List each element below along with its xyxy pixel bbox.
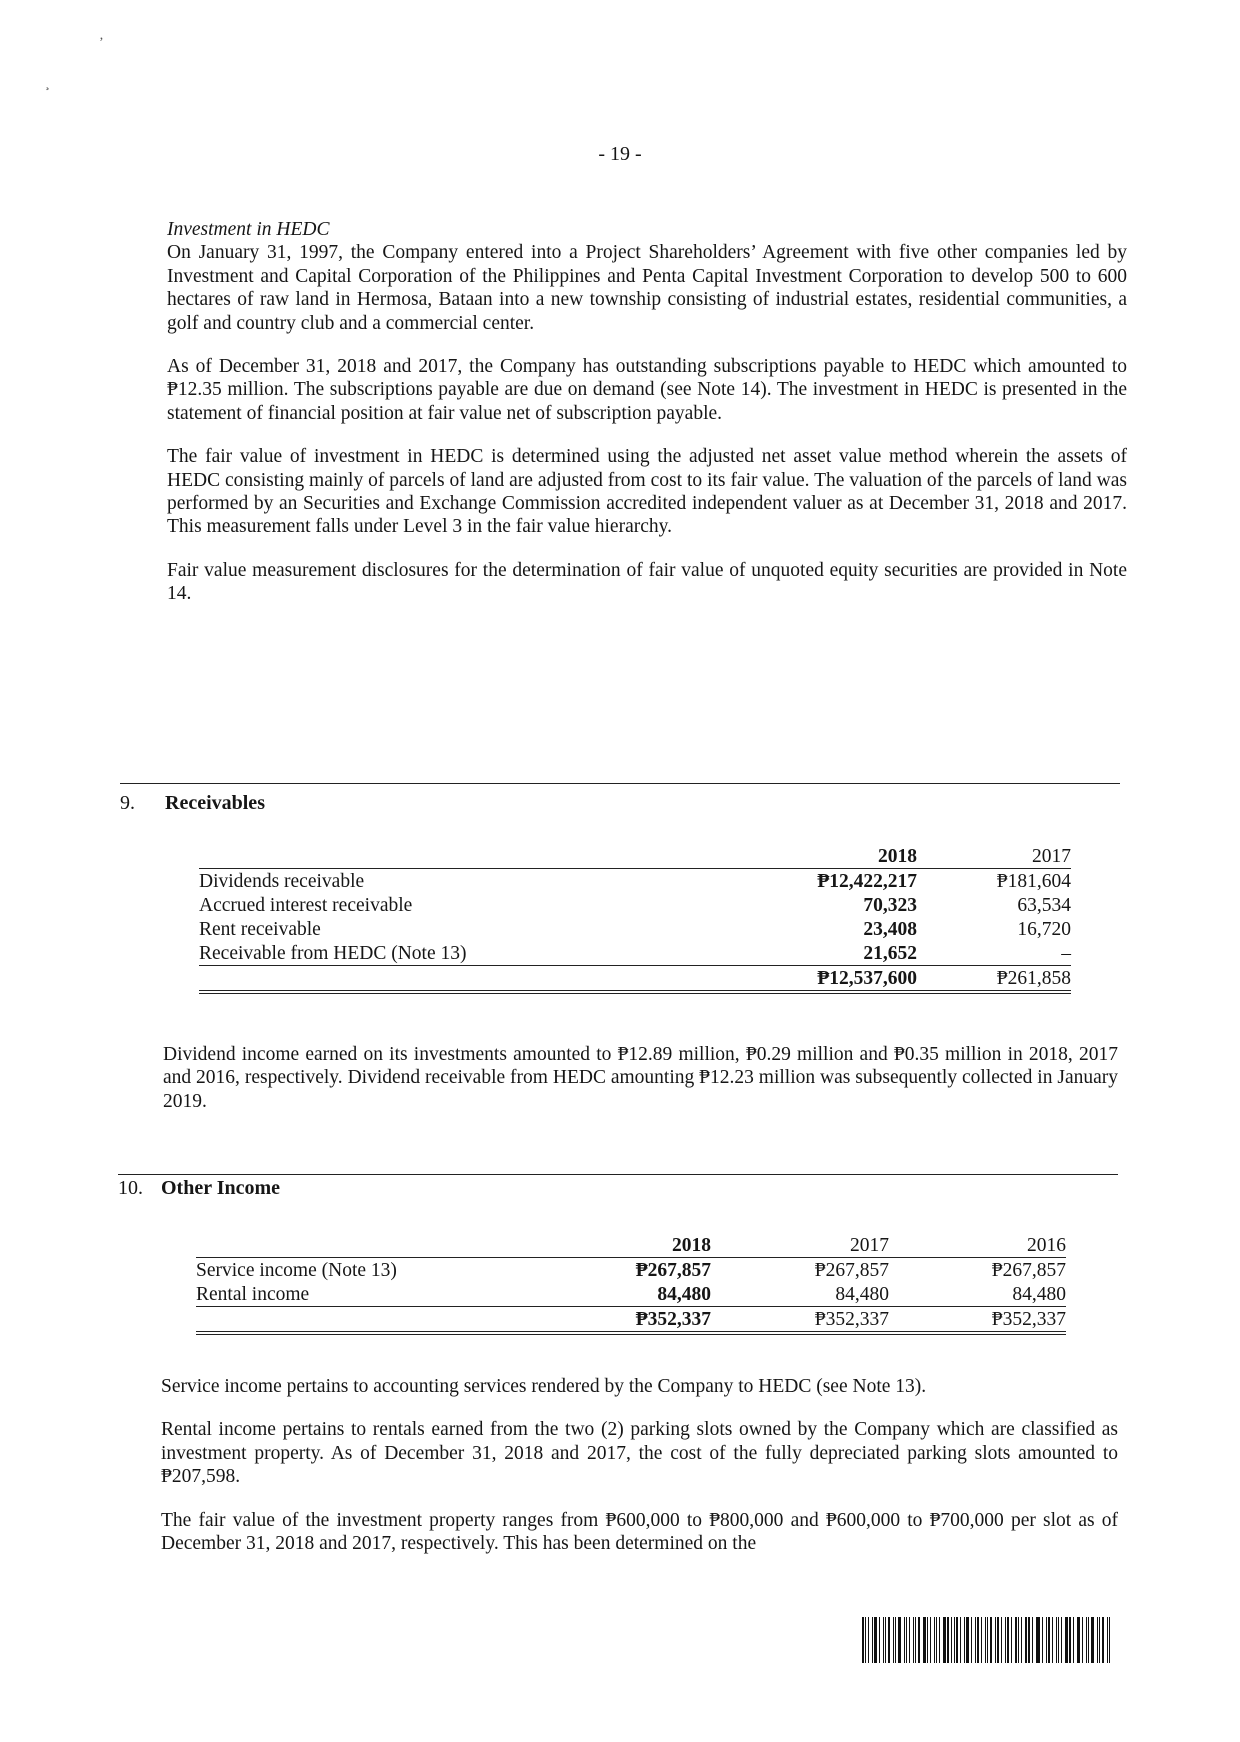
barcode-bar bbox=[951, 1617, 952, 1663]
column-header: 2017 bbox=[917, 844, 1071, 869]
barcode-bar bbox=[865, 1617, 866, 1663]
table-row bbox=[199, 941, 1071, 966]
receivables-paragraph: Dividend income earned on its investments amounted to ₱12.89 million, ₱0.29 million and ₱0.35 million in 2018, 2017 and 2016, respectively. Dividend receivable from HEDC amounting ₱12.23 million was subsequently collected in January 2019. bbox=[163, 1044, 1118, 1112]
barcode-bar bbox=[975, 1617, 977, 1663]
barcode-bar bbox=[1028, 1617, 1030, 1663]
cell-value: 84,480 bbox=[1012, 1283, 1066, 1305]
table-header-row bbox=[199, 844, 1071, 869]
cell-value: 84,480 bbox=[657, 1283, 711, 1305]
barcode-bar bbox=[862, 1617, 864, 1663]
barcode-bar bbox=[909, 1617, 911, 1663]
cell-value: 23,408 bbox=[863, 918, 917, 940]
table-header-row bbox=[196, 1233, 1066, 1258]
barcode-bar bbox=[990, 1617, 993, 1663]
barcode-bar bbox=[1091, 1617, 1094, 1663]
barcode-bar bbox=[918, 1617, 920, 1663]
barcode-bar bbox=[981, 1617, 982, 1663]
cell-value: ₱267,857 bbox=[814, 1259, 889, 1281]
barcode-bar bbox=[1082, 1617, 1083, 1663]
barcode-bar bbox=[1011, 1617, 1012, 1663]
receivables-table bbox=[199, 844, 1071, 994]
other-income-paragraph: Rental income pertains to rentals earned from the two (2) parking slots owned by the Company which are classified as investment property. As of December 31, 2018 and 2017, the cost of the fully depreciated parking slots amounted to ₱207,598. bbox=[161, 1419, 1118, 1488]
barcode-bar bbox=[888, 1617, 890, 1663]
cell-value: ₱267,857 bbox=[991, 1259, 1066, 1281]
total-value: ₱352,337 bbox=[711, 1307, 889, 1334]
barcode-bar bbox=[977, 1617, 979, 1663]
barcode-bar bbox=[1088, 1617, 1089, 1663]
barcode-bar bbox=[1015, 1617, 1018, 1663]
section-title: Receivables bbox=[165, 792, 265, 814]
barcode-bar bbox=[956, 1617, 958, 1663]
section-title: Other Income bbox=[161, 1177, 281, 1199]
section-divider bbox=[120, 783, 1120, 784]
barcode-bar bbox=[1102, 1617, 1104, 1663]
barcode-bar bbox=[930, 1617, 932, 1663]
table-row bbox=[199, 917, 1071, 941]
barcode-bar bbox=[954, 1617, 955, 1663]
barcode-bar bbox=[883, 1617, 884, 1663]
barcode-bar bbox=[987, 1617, 988, 1663]
barcode-bar bbox=[895, 1617, 896, 1663]
total-value: ₱12,537,600 bbox=[729, 966, 917, 993]
hedc-paragraph: The fair value of investment in HEDC is determined using the adjusted net asset value method wherein the assets of HEDC consisting mainly of parcels of land are adjusted from cost to its fair value. The valuation of the parcels of land was performed by an Securities and Exchange Commission accredited independent valuer as at December 31, 2018 and 2017. This measurement falls under Level 3 in the fair value hierarchy. bbox=[167, 446, 1127, 538]
barcode-bar bbox=[966, 1617, 969, 1663]
barcode-bar bbox=[923, 1617, 926, 1663]
other-income-notes bbox=[161, 1375, 1118, 1555]
section-number: 10. bbox=[118, 1177, 143, 1199]
cell-value: 21,652 bbox=[863, 942, 917, 964]
page-number: - 19 - bbox=[598, 143, 642, 165]
barcode-bar bbox=[1021, 1617, 1022, 1663]
barcode-bar bbox=[906, 1617, 907, 1663]
row-label: Accrued interest receivable bbox=[199, 894, 413, 916]
other-income-table bbox=[196, 1233, 1066, 1335]
barcode-bar bbox=[898, 1617, 901, 1663]
total-value: ₱352,337 bbox=[889, 1307, 1066, 1334]
barcode-bar bbox=[939, 1617, 940, 1663]
receivables-heading bbox=[120, 791, 265, 815]
row-label: Dividends receivable bbox=[199, 870, 365, 892]
hedc-subheading: Investment in HEDC bbox=[167, 219, 330, 240]
barcode-bar bbox=[1001, 1617, 1002, 1663]
table-total-row bbox=[196, 1307, 1066, 1334]
cell-value: 70,323 bbox=[863, 894, 917, 916]
barcode-bar bbox=[904, 1617, 905, 1663]
barcode-bar bbox=[971, 1617, 972, 1663]
other-income-paragraph: Service income pertains to accounting services rendered by the Company to HEDC (see Note 13). bbox=[161, 1376, 927, 1397]
barcode-bar bbox=[1109, 1617, 1110, 1663]
barcode-bar bbox=[943, 1617, 946, 1663]
barcode-bar bbox=[1046, 1617, 1047, 1663]
barcode-bar bbox=[915, 1617, 916, 1663]
row-label: Rental income bbox=[196, 1283, 310, 1305]
column-header: 2016 bbox=[889, 1233, 1066, 1258]
barcode-bar bbox=[1056, 1617, 1058, 1663]
barcode-bar bbox=[1037, 1617, 1040, 1663]
column-header: 2017 bbox=[711, 1233, 889, 1258]
barcode-bar bbox=[1025, 1617, 1027, 1663]
cell-value: 16,720 bbox=[1017, 918, 1071, 940]
barcode-bar bbox=[1086, 1617, 1087, 1663]
barcode-bar bbox=[960, 1617, 961, 1663]
barcode-bar bbox=[1032, 1617, 1033, 1663]
barcode-bar bbox=[879, 1617, 880, 1663]
barcode-bar bbox=[885, 1617, 886, 1663]
barcode-bar bbox=[872, 1617, 874, 1663]
barcode-bar bbox=[868, 1617, 869, 1663]
barcode-bar bbox=[1099, 1617, 1100, 1663]
table-row bbox=[199, 893, 1071, 917]
barcode bbox=[862, 1617, 1112, 1663]
other-income-heading bbox=[118, 1176, 280, 1200]
barcode-bar bbox=[913, 1617, 914, 1663]
barcode-bar bbox=[934, 1617, 935, 1663]
barcode-bar bbox=[947, 1617, 949, 1663]
hedc-section bbox=[167, 218, 1127, 605]
barcode-bar bbox=[893, 1617, 895, 1663]
barcode-bar bbox=[997, 1617, 999, 1663]
barcode-bar bbox=[1007, 1617, 1009, 1663]
barcode-bar bbox=[1061, 1617, 1062, 1663]
barcode-bar bbox=[1065, 1617, 1068, 1663]
barcode-bar bbox=[1073, 1617, 1074, 1663]
barcode-bar bbox=[964, 1617, 965, 1663]
row-label: Rent receivable bbox=[199, 918, 321, 940]
table-total-row bbox=[199, 966, 1071, 993]
barcode-bar bbox=[1107, 1617, 1108, 1663]
table-row bbox=[196, 1282, 1066, 1307]
column-header: 2018 bbox=[526, 1233, 711, 1258]
barcode-bar bbox=[1069, 1617, 1071, 1663]
row-label: Receivable from HEDC (Note 13) bbox=[199, 942, 467, 964]
barcode-bar bbox=[995, 1617, 996, 1663]
barcode-bar bbox=[1048, 1617, 1050, 1663]
barcode-bar bbox=[1042, 1617, 1043, 1663]
barcode-bar bbox=[1097, 1617, 1099, 1663]
scan-mark: ‚ bbox=[99, 28, 104, 43]
cell-value: – bbox=[1061, 942, 1071, 964]
cell-value: ₱267,857 bbox=[635, 1259, 711, 1281]
cell-value: 84,480 bbox=[835, 1283, 889, 1305]
barcode-bar bbox=[936, 1617, 937, 1663]
barcode-bar bbox=[1077, 1617, 1078, 1663]
barcode-bar bbox=[927, 1617, 928, 1663]
hedc-paragraph: On January 31, 1997, the Company entered into a Project Shareholders’ Agreement with five other companies led by Investment and Capital Corporation of the Philippines and Penta Capital Investment Corporation to develop 500 to 600 hectares of raw land in Hermosa, Bataan into a new township consisting of industrial estates, residential communities, a golf and country club and a commercial center. bbox=[167, 242, 1127, 334]
total-value: ₱261,858 bbox=[917, 966, 1071, 993]
barcode-bar bbox=[1005, 1617, 1006, 1663]
other-income-paragraph: The fair value of the investment property ranges from ₱600,000 to ₱800,000 and ₱600,000 to ₱700,000 per slot as of December 31, 2018 and 2017, respectively. This has been determined on the bbox=[161, 1509, 1118, 1554]
barcode-bar bbox=[1036, 1617, 1037, 1663]
row-label: Service income (Note 13) bbox=[196, 1259, 397, 1281]
column-header: 2018 bbox=[729, 844, 917, 869]
barcode-bar bbox=[985, 1617, 986, 1663]
cell-value: ₱181,604 bbox=[996, 870, 1071, 892]
receivables-note bbox=[163, 1043, 1118, 1113]
barcode-bar bbox=[1018, 1617, 1019, 1663]
scan-mark: ¸ bbox=[45, 76, 50, 91]
table-row bbox=[196, 1258, 1066, 1283]
barcode-bar bbox=[1052, 1617, 1053, 1663]
hedc-paragraph: As of December 31, 2018 and 2017, the Company has outstanding subscriptions payable to HEDC which amounted to ₱12.35 million. The subscriptions payable are due on demand (see Note 14). The investment in HEDC is presented in the statement of financial position at fair value net of subscription payable. bbox=[167, 355, 1127, 424]
section-number: 9. bbox=[120, 792, 135, 814]
cell-value: ₱12,422,217 bbox=[817, 870, 917, 892]
table-row bbox=[199, 869, 1071, 894]
total-value: ₱352,337 bbox=[526, 1307, 711, 1334]
barcode-bar bbox=[1058, 1617, 1059, 1663]
cell-value: 63,534 bbox=[1017, 894, 1071, 916]
barcode-bar bbox=[874, 1617, 877, 1663]
hedc-paragraph: Fair value measurement disclosures for the determination of fair value of unquoted equity securities are provided in Note 14. bbox=[167, 559, 1127, 605]
barcode-bar bbox=[1078, 1617, 1080, 1663]
section-divider bbox=[118, 1174, 1118, 1175]
